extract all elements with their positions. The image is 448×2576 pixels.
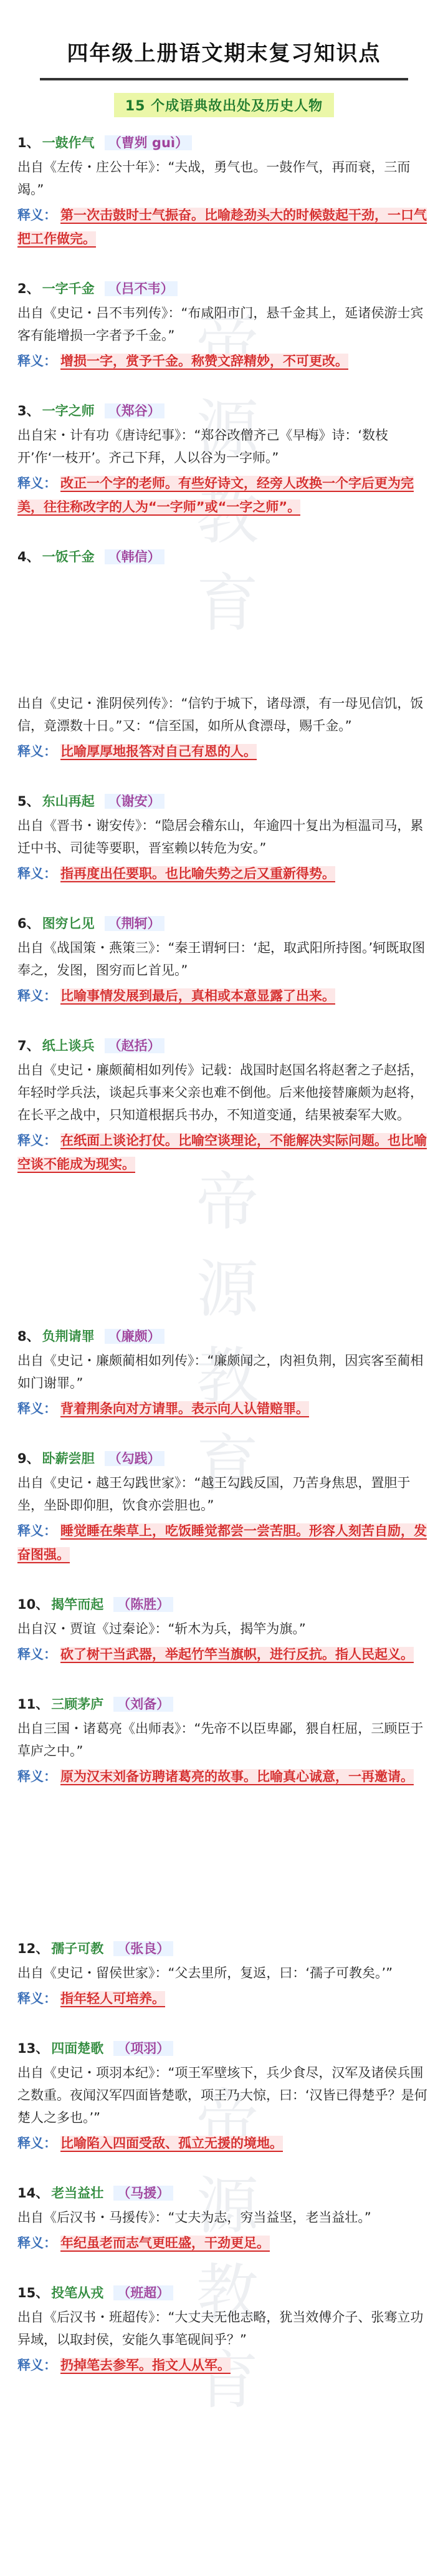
entry-12 bbox=[17, 1938, 431, 2010]
explanation-label: 释义： bbox=[17, 2136, 57, 2151]
idiom-name: 图穷匕见 bbox=[42, 916, 95, 931]
entry-explanation bbox=[17, 349, 431, 373]
entry-number: 5、 bbox=[17, 794, 40, 809]
entry-number: 14、 bbox=[17, 2186, 49, 2201]
entry-number: 2、 bbox=[17, 281, 40, 296]
person-name: 陈胜 bbox=[130, 1597, 157, 1612]
entry-6 bbox=[17, 913, 431, 1008]
entry-heading bbox=[17, 400, 431, 422]
entry-1 bbox=[17, 132, 431, 251]
idiom-name: 一鼓作气 bbox=[42, 135, 95, 150]
explanation-label: 释义： bbox=[17, 1769, 57, 1784]
explanation-label: 释义： bbox=[17, 354, 57, 369]
explanation-text: 砍了树干当武器，举起竹竿当旗帜，进行反抗。指人民起义。 bbox=[60, 1647, 414, 1662]
explanation-text: 在纸面上谈论打仗。比喻空谈理论，不能解决实际问题。也比喻空谈不能成为现实。 bbox=[17, 1133, 427, 1172]
entry-source: 出自《后汉书・马援传》：“丈夫为志，穷当益坚，老当益壮。” bbox=[17, 2210, 371, 2225]
person-name: 曹刿 guì bbox=[121, 135, 176, 150]
person-name: 谢安 bbox=[121, 794, 148, 809]
entry-heading bbox=[17, 1448, 431, 1469]
entry-source: 出自《晋书・谢安传》：“隐居会稽东山，年逾四十复出为桓温司马，累迁中书、司徒等要职，晋室赖以转危为安。” bbox=[17, 818, 424, 856]
person-name: 吕不韦 bbox=[121, 281, 161, 296]
explanation-text: 第一次击鼓时士气振奋。比喻趁劲头大的时候鼓起干劲，一口气把工作做完。 bbox=[17, 208, 427, 246]
entry-15 bbox=[17, 2282, 431, 2377]
historical-person: （吕不韦） bbox=[105, 281, 178, 296]
entry-source: 出自《史记・项羽本纪》：“项王军壁垓下，兵少食尽，汉军及诸侯兵围之数重。夜闻汉军四面皆楚歌，项王乃大惊，曰：‘汉皆已得楚乎？是何楚人之多也。’” bbox=[17, 2065, 427, 2125]
explanation-text: 比喻事情发展到最后，真相或本意显露了出来。 bbox=[60, 988, 335, 1003]
idiom-name: 卧薪尝胆 bbox=[42, 1451, 95, 1466]
explanation-text: 改正一个字的老师。有些好诗文，经旁人改换一个字后更为完美，往往称改字的人为“一字师”或“一字之师”。 bbox=[17, 476, 414, 514]
entry-3 bbox=[17, 400, 431, 519]
watermark-1: 帝源教育 bbox=[196, 305, 259, 640]
person-name: 项羽 bbox=[130, 2041, 157, 2056]
entry-explanation bbox=[17, 2353, 431, 2377]
entry-explanation bbox=[17, 2131, 431, 2155]
idiom-name: 负荆请罪 bbox=[42, 1329, 95, 1344]
historical-person: （陈胜） bbox=[113, 1597, 173, 1612]
entry-source: 出自《后汉书・班超传》：“大丈夫无他志略，犹当效傅介子、张骞立功异域，以取封侯，安能久事笔砚间乎？” bbox=[17, 2310, 424, 2347]
entry-number: 4、 bbox=[17, 549, 40, 564]
entry-5 bbox=[17, 791, 431, 885]
historical-person: （班超） bbox=[113, 2285, 173, 2300]
historical-person: （张良） bbox=[113, 1941, 173, 1956]
explanation-label: 释义： bbox=[17, 476, 57, 491]
explanation-text: 背着荆条向对方请罪。表示向人认错赔罪。 bbox=[60, 1401, 309, 1416]
entry-explanation bbox=[17, 1397, 431, 1421]
entry-explanation bbox=[17, 471, 431, 519]
historical-person: （谢安） bbox=[105, 794, 164, 809]
explanation-label: 释义： bbox=[17, 208, 57, 223]
explanation-text: 比喻陷入四面受敌、孤立无援的境地。 bbox=[60, 2136, 283, 2151]
explanation-label: 释义： bbox=[17, 1523, 57, 1538]
entry-number: 6、 bbox=[17, 916, 40, 931]
explanation-label: 释义： bbox=[17, 866, 57, 881]
idiom-name: 一字之师 bbox=[42, 403, 95, 418]
entry-number: 1、 bbox=[17, 135, 40, 150]
historical-person: （勾践） bbox=[105, 1451, 164, 1466]
explanation-text: 原为汉末刘备访聘诸葛亮的故事。比喻真心诚意，一再邀请。 bbox=[60, 1769, 414, 1784]
explanation-label: 释义： bbox=[17, 1991, 57, 2006]
idiom-name: 一饭千金 bbox=[42, 549, 95, 564]
watermark-2: 帝源教育 bbox=[196, 1165, 259, 1500]
explanation-text: 睡觉睡在柴草上，吃饭睡觉都尝一尝苦胆。形容人刻苦自励，发奋图强。 bbox=[17, 1523, 427, 1562]
entry-11 bbox=[17, 1694, 431, 1788]
entry-source: 出自《史记・越王勾践世家》：“越王勾践反国，乃苦身焦思，置胆于坐，坐卧即仰胆，饮食亦尝胆也。” bbox=[17, 1475, 411, 1513]
explanation-label: 释义： bbox=[17, 1647, 57, 1662]
entry-source: 出自《史记・廉颇蔺相如列传》：“廉颇闻之，肉袒负荆，因宾客至蔺相如门谢罪。” bbox=[17, 1353, 424, 1391]
person-name: 刘备 bbox=[130, 1697, 157, 1712]
explanation-label: 释义： bbox=[17, 1401, 57, 1416]
entry-heading bbox=[17, 2282, 431, 2303]
person-name: 班超 bbox=[130, 2285, 157, 2300]
historical-person: （项羽） bbox=[113, 2041, 173, 2056]
explanation-text: 扔掉笔去参军。指文人从军。 bbox=[60, 2358, 231, 2373]
watermark-3: 帝源教育 bbox=[196, 2082, 259, 2417]
entry-heading bbox=[17, 1326, 431, 1347]
entry-number: 3、 bbox=[17, 403, 40, 418]
entry-heading bbox=[17, 132, 431, 153]
entry-explanation bbox=[17, 984, 431, 1008]
person-name: 廉颇 bbox=[121, 1329, 148, 1344]
entry-number: 13、 bbox=[17, 2041, 49, 2056]
explanation-text: 指年轻人可培养。 bbox=[60, 1991, 165, 2006]
explanation-label: 释义： bbox=[17, 988, 57, 1003]
entry-explanation bbox=[17, 862, 431, 885]
entry-source: 出自《左传・庄公十年》：“夫战，勇气也。一鼓作气，再而衰，三而竭。” bbox=[17, 160, 411, 197]
entry-number: 10、 bbox=[17, 1597, 49, 1612]
entry-explanation bbox=[17, 2231, 431, 2255]
entry-source: 出自三国・诸葛亮《出师表》：“先帝不以臣卑鄙，猥自枉屈，三顾臣于草庐之中。” bbox=[17, 1721, 424, 1758]
explanation-text: 增损一字，赏予千金。称赞文辞精妙，不可更改。 bbox=[60, 354, 348, 369]
entry-source: 出自《史记・廉颇蔺相如列传》记载：战国时赵国名将赵奢之子赵括，年轻时学兵法，谈起兵事来父亲也难不倒他。后来他接替廉颇为赵将，在长平之战中，只知道根据兵书办，不知道变通，结果被秦军大败。 bbox=[17, 1063, 423, 1122]
entry-heading bbox=[17, 1938, 431, 1959]
entry-number: 7、 bbox=[17, 1038, 40, 1053]
historical-person: （荆轲） bbox=[105, 916, 164, 931]
entry-heading bbox=[17, 1035, 431, 1056]
entry-heading bbox=[17, 1694, 431, 1715]
entry-explanation bbox=[17, 1765, 431, 1788]
explanation-text: 指再度出任要职。也比喻失势之后又重新得势。 bbox=[60, 866, 335, 881]
entry-number: 8、 bbox=[17, 1329, 40, 1344]
idiom-name: 东山再起 bbox=[42, 794, 95, 809]
entry-source: 出自宋・计有功《唐诗纪事》：“郑谷改僧齐己《早梅》诗：‘数枝开’作‘一枝开’。齐己下拜，人以谷为一字师。” bbox=[17, 428, 389, 465]
entry-heading bbox=[17, 546, 431, 567]
entry-number: 11、 bbox=[17, 1697, 49, 1712]
entry-number: 15、 bbox=[17, 2285, 49, 2300]
person-name: 勾践 bbox=[121, 1451, 148, 1466]
entry-explanation bbox=[17, 203, 431, 251]
historical-person: （赵括） bbox=[105, 1038, 164, 1053]
idiom-name: 投笔从戎 bbox=[51, 2285, 104, 2300]
entry-source: 出自汉・贾谊《过秦论》：“斩木为兵，揭竿为旗。” bbox=[17, 1621, 306, 1636]
historical-person: （韩信） bbox=[105, 549, 164, 564]
historical-person: （马援） bbox=[113, 2186, 173, 2201]
explanation-text: 年纪虽老而志气更旺盛，干劲更足。 bbox=[60, 2236, 270, 2250]
entry-heading bbox=[17, 2038, 431, 2059]
entry-8 bbox=[17, 1326, 431, 1421]
idiom-name: 一字千金 bbox=[42, 281, 95, 296]
person-name: 郑谷 bbox=[121, 403, 148, 418]
historical-person: （廉颇） bbox=[105, 1329, 164, 1344]
entry-source: 出自《史记・留侯世家》：“父去里所，复返，曰：‘孺子可教矣。’” bbox=[17, 1966, 393, 1980]
document-page bbox=[0, 36, 448, 2377]
explanation-text: 比喻厚厚地报答对自己有恩的人。 bbox=[60, 744, 257, 759]
entry-4 bbox=[17, 546, 431, 763]
explanation-label: 释义： bbox=[17, 2358, 57, 2373]
person-name: 赵括 bbox=[121, 1038, 148, 1053]
explanation-label: 释义： bbox=[17, 1133, 57, 1148]
entry-14 bbox=[17, 2183, 431, 2255]
idiom-name: 老当益壮 bbox=[51, 2186, 104, 2201]
entry-heading bbox=[17, 913, 431, 934]
person-name: 荆轲 bbox=[121, 916, 148, 931]
entry-9 bbox=[17, 1448, 431, 1566]
entry-explanation bbox=[17, 1987, 431, 2010]
entry-heading bbox=[17, 278, 431, 299]
entry-number: 9、 bbox=[17, 1451, 40, 1466]
historical-person: （曹刿 guì） bbox=[105, 135, 193, 150]
entry-13 bbox=[17, 2038, 431, 2155]
entry-heading bbox=[17, 1594, 431, 1615]
idiom-name: 三顾茅庐 bbox=[51, 1697, 104, 1712]
historical-person: （刘备） bbox=[113, 1697, 173, 1712]
title-divider bbox=[40, 78, 408, 80]
page-title: 四年级上册语文期末复习知识点 bbox=[67, 41, 381, 66]
entry-10 bbox=[17, 1594, 431, 1666]
person-name: 韩信 bbox=[121, 549, 148, 564]
entry-explanation bbox=[17, 1129, 431, 1176]
idiom-name: 纸上谈兵 bbox=[42, 1038, 95, 1053]
idiom-name: 揭竿而起 bbox=[51, 1597, 104, 1612]
entry-source: 出自《史记・淮阴侯列传》：“信钓于城下，诸母漂，有一母见信饥，饭信，竟漂数十日。”又：“信至国，如所从食漂母，赐千金。” bbox=[17, 696, 424, 733]
entry-heading bbox=[17, 2183, 431, 2204]
entry-7 bbox=[17, 1035, 431, 1176]
entry-2 bbox=[17, 278, 431, 373]
entry-source: 出自《战国策・燕策三》：“秦王谓轲曰：‘起，取武阳所持图。’轲既取图奉之，发图，图穷而匕首见。” bbox=[17, 940, 426, 978]
entry-explanation bbox=[17, 1643, 431, 1666]
explanation-label: 释义： bbox=[17, 744, 57, 759]
person-name: 张良 bbox=[130, 1941, 157, 1956]
entry-heading bbox=[17, 791, 431, 812]
historical-person: （郑谷） bbox=[105, 403, 164, 418]
person-name: 马援 bbox=[130, 2186, 157, 2201]
idiom-name: 四面楚歌 bbox=[51, 2041, 104, 2056]
entry-explanation bbox=[17, 740, 431, 763]
page-subtitle: 15 个成语典故出处及历史人物 bbox=[114, 93, 334, 117]
entry-explanation bbox=[17, 1519, 431, 1566]
entry-source: 出自《史记・吕不韦列传》：“布咸阳市门，悬千金其上，延诸侯游士宾客有能增损一字者予千金。” bbox=[17, 306, 424, 343]
idiom-name: 孺子可教 bbox=[51, 1941, 104, 1956]
explanation-label: 释义： bbox=[17, 2236, 57, 2250]
subtitle-wrap bbox=[17, 93, 431, 117]
entry-number: 12、 bbox=[17, 1941, 49, 1956]
